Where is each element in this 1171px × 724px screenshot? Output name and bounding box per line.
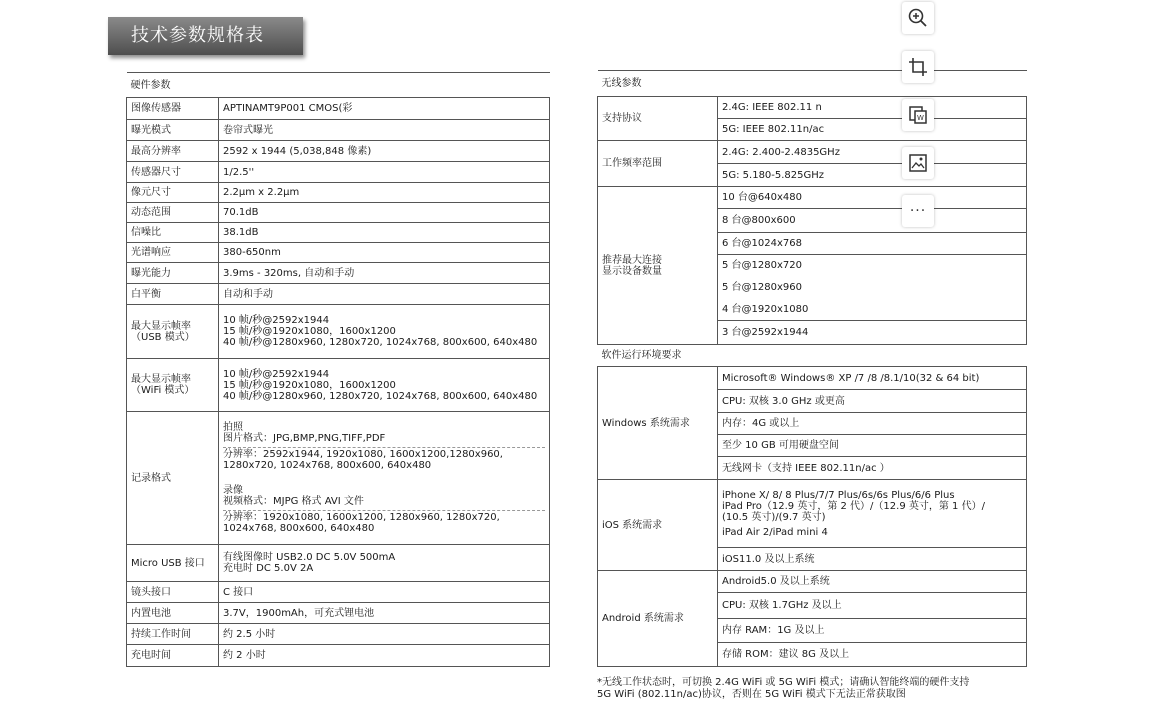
table-row: 支持协议 2.4G: IEEE 802.11 n bbox=[598, 97, 1027, 119]
table-row: 推荐最大连接 显示设备数量 10 台@640x480 bbox=[598, 187, 1027, 209]
table-row: 5G: 5.180-5.825GHz bbox=[598, 164, 1027, 187]
crop-icon bbox=[907, 56, 929, 78]
table-row: 6 台@1024x768 bbox=[598, 233, 1027, 255]
table-row: 内存：4G 或以上 bbox=[598, 413, 1027, 435]
table-row: 工作频率范围 2.4G: 2.400-2.4835GHz bbox=[598, 141, 1027, 164]
table-row: 4 台@1920x1080 bbox=[598, 299, 1027, 321]
table-row: 3 台@2592x1944 bbox=[598, 321, 1027, 345]
zoom-in-button[interactable] bbox=[902, 2, 934, 34]
footnote: *无线工作状态时，可切换 2.4G WiFi 或 5G WiFi 模式；请确认智能终端的硬件支持 5G WiFi (802.11n/ac)协议，否则在 5G WiFi 模式下无法正常获取图 bbox=[597, 677, 970, 700]
table-row: 内存 RAM：1G 及以上 bbox=[598, 619, 1027, 643]
table-row: 持续工作时间 约 2.5 小时 bbox=[127, 624, 550, 645]
table-row: 至少 10 GB 可用硬盘空间 bbox=[598, 435, 1027, 457]
table-row: iOS 系统需求 iPhone X/ 8/ 8 Plus/7/7 Plus/6s/6s Plus/6/6 Plus iPad Pro（12.9 英寸，第 2 代）/（12.9 英寸，第 1 代）/ (10.5 英寸)/(9.7 英寸) iPad Air 2/iPad mini 4 bbox=[598, 480, 1027, 548]
table-row: 曝光模式 卷帘式曝光 bbox=[127, 120, 550, 141]
more-button[interactable]: ··· bbox=[902, 195, 934, 227]
section-wireless: 无线参数 bbox=[598, 71, 1027, 97]
table-row: 5 台@1280x960 bbox=[598, 277, 1027, 299]
extract-text-icon bbox=[907, 104, 929, 126]
table-row: 5G: IEEE 802.11n/ac bbox=[598, 119, 1027, 141]
table-row: 最大显示帧率 （USB 模式） 10 帧/秒@2592x1944 15 帧/秒@1920x1080，1600x1200 40 帧/秒@1280x960, 1280x720, 1024x768, 800x600, 640x480 bbox=[127, 305, 550, 359]
table-row: 8 台@800x600 bbox=[598, 209, 1027, 233]
zoom-in-icon bbox=[907, 7, 929, 29]
image-translate-button[interactable] bbox=[902, 147, 934, 179]
table-row: 动态范围 70.1dB bbox=[127, 203, 550, 223]
table-row: CPU: 双核 1.7GHz 及以上 bbox=[598, 593, 1027, 619]
table-row: 最大显示帧率 （WiFi 模式） 10 帧/秒@2592x1944 15 帧/秒@1920x1080，1600x1200 40 帧/秒@1280x960, 1280x720, 1024x768, 800x600, 640x480 bbox=[127, 359, 550, 412]
table-row: 记录格式 拍照 图片格式：JPG,BMP,PNG,TIFF,PDF 分辨率：2592x1944, 1920x1080, 1600x1200,1280x960, 1280x720, 1024x768, 800x600, 640x480 录像 视频格式：MJPG 格式 AVI 文件 分辨率：1920x1080, 1600x1200, 1280x960, 1280x720, 1024x768, 800x600, 640x480 bbox=[127, 412, 550, 545]
table-row: 图像传感器 APTINAMT9P001 CMOS(彩 bbox=[127, 98, 550, 120]
table-row: Micro USB 接口 有线图像时 USB2.0 DC 5.0V 500mA 充电时 DC 5.0V 2A bbox=[127, 545, 550, 582]
table-row: Android 系统需求 Android5.0 及以上系统 bbox=[598, 571, 1027, 593]
table-row: 白平衡 自动和手动 bbox=[127, 284, 550, 305]
extract-text-button[interactable] bbox=[902, 99, 934, 131]
wireless-software-table bbox=[597, 70, 1027, 667]
table-row: 曝光能力 3.9ms - 320ms, 自动和手动 bbox=[127, 263, 550, 284]
table-row: Windows 系统需求 Microsoft® Windows® XP /7 /8 /8.1/10(32 & 64 bit) bbox=[598, 367, 1027, 390]
table-row: CPU: 双核 3.0 GHz 或更高 bbox=[598, 390, 1027, 413]
section-software: 软件运行环境要求 bbox=[598, 345, 1027, 367]
table-row: 充电时间 约 2 小时 bbox=[127, 645, 550, 667]
hardware-spec-table bbox=[126, 72, 550, 667]
crop-button[interactable] bbox=[902, 51, 934, 83]
table-row: 5 台@1280x720 bbox=[598, 255, 1027, 277]
table-row: 像元尺寸 2.2μm x 2.2μm bbox=[127, 183, 550, 203]
table-row: 信噪比 38.1dB bbox=[127, 223, 550, 243]
svg-text:W: W bbox=[917, 114, 924, 122]
table-row: 内置电池 3.7V，1900mAh，可充式锂电池 bbox=[127, 603, 550, 624]
table-row: 传感器尺寸 1/2.5'' bbox=[127, 162, 550, 183]
page-title: 技术参数规格表 bbox=[108, 17, 303, 55]
table-row: 存储 ROM：建议 8G 及以上 bbox=[598, 643, 1027, 667]
section-hardware: 硬件参数 bbox=[127, 73, 550, 98]
table-row: 镜头接口 C 接口 bbox=[127, 582, 550, 603]
image-translate-icon bbox=[907, 152, 929, 174]
table-row: 光谱响应 380-650nm bbox=[127, 243, 550, 263]
table-row: 最高分辨率 2592 x 1944 (5,038,848 像素) bbox=[127, 141, 550, 162]
table-row: 无线网卡（支持 IEEE 802.11n/ac ） bbox=[598, 457, 1027, 480]
table-row: iOS11.0 及以上系统 bbox=[598, 548, 1027, 571]
